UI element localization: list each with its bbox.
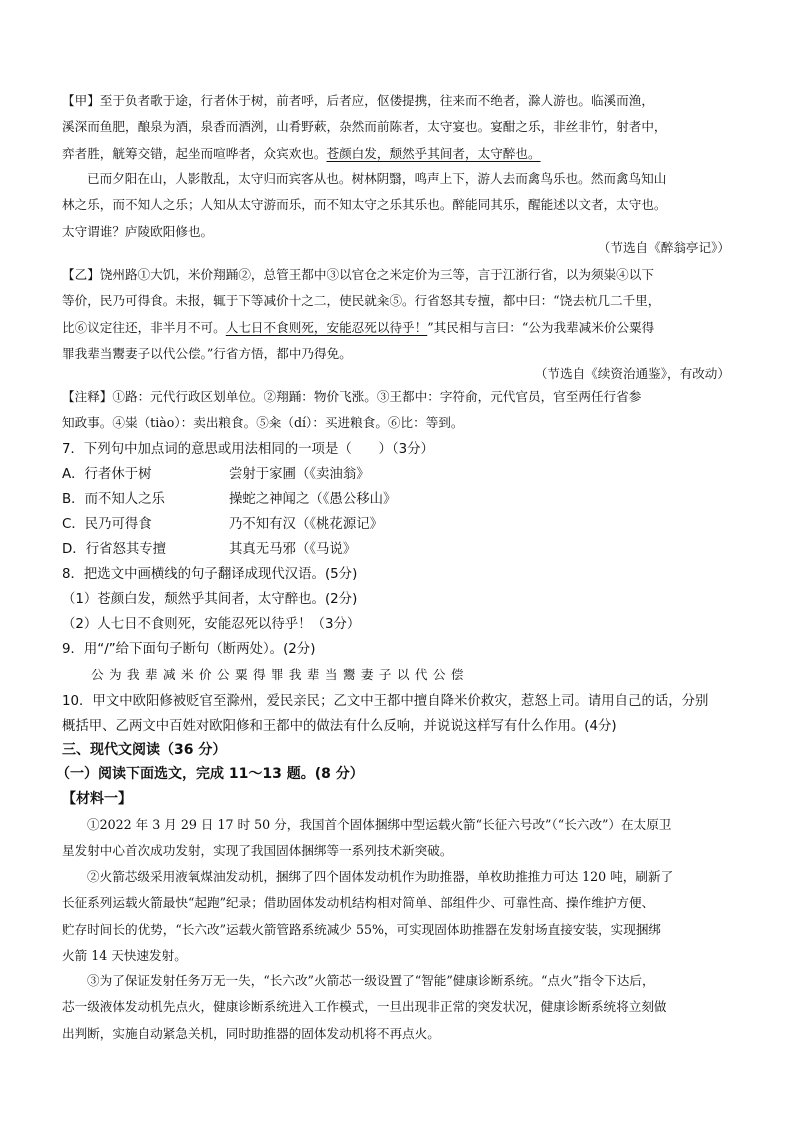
passage-yi [62, 262, 738, 367]
text-line: 【乙】饶州路①大饥，米价翔踊②，总管王都中③以官仓之米定价为三等，言于江浙行省，以为须粜④以下 [62, 267, 654, 282]
text-line: 溪深而鱼肥，酿泉为酒，泉香而酒洌，山肴野蔌，杂然而前陈者，太守宴也。宴酣之乐，非丝非竹，射者中， [62, 119, 667, 135]
underlined-sentence: 苍颜白发，颓然乎其间者，太守醉也。 [326, 145, 541, 161]
sentence-to-punctuate: 公为我辈减米价公粟得罪我辈当鬻妻子以代公偿 [91, 667, 469, 682]
text-line: 弈者胜，觥筹交错，起坐而喧哗者，众宾欢也。苍颜白发，颓然乎其间者，太守醉也。 [62, 145, 541, 161]
text-line: 【注释】①路：元代行政区划单位。②翔踊：物价飞涨。③王都中：字符俞，元代官员，官至两任行省参 [62, 389, 642, 404]
material-1-label: 【材料一】 [62, 791, 132, 807]
source-citation-jia: （节选自《醉翁亭记》） [597, 240, 730, 255]
section-3-subtitle: （一）阅读下面选文，完成 11～13 题。(8 分） [56, 766, 364, 782]
text-line: 10．甲文中欧阳修被贬官至滁州，爱民亲民；乙文中王都中擅自降米价救灾，惹怒上司。请用自己的话，分别 [62, 694, 709, 709]
question-7-stem: 7．下列句中加点词的意思或用法相同的一项是（ ）（3分） [62, 442, 434, 457]
material-1-p2 [62, 864, 738, 969]
material-1-p3 [62, 968, 738, 1047]
underlined-sentence: 人七日不食则死，安能忍死以待乎！ [225, 319, 428, 335]
section-3-title: 三、现代文阅读（36 分） [62, 742, 227, 758]
text-line: ②火箭芯级采用液氧煤油发动机，捆绑了四个固体发动机作为助推器，单枚助推推力可达 120 吨，刷新了 [87, 869, 674, 884]
text-line: 已而夕阳在山，人影散乱，太守归而宾客从也。树林阴翳，鸣声上下，游人去而禽鸟乐也。然而禽鸟知山 [87, 171, 667, 186]
question-8-sub2: （2）人七日不食则死，安能忍死以待乎！（3分） [62, 617, 361, 632]
question-10 [62, 689, 738, 739]
q7-option-c: C．民乃可得食 乃不知有汉（《桃花源记》 [62, 517, 383, 532]
text-line: 芯一级液体发动机先点火，健康诊断系统进入工作模式，一旦出现非正常的突发状况，健康诊断系统将立刻做 [62, 999, 667, 1015]
passage-jia-p2 [62, 166, 738, 245]
text-line: 【甲】至于负者歌于途，行者休于树，前者呼，后者应，伛偻提携，往来而不绝者，滁人游也。临溪而渔， [62, 93, 654, 108]
text-line: 罪我辈当鬻妻子以代公偿。”行省方悟，都中乃得免。 [62, 345, 352, 361]
text-line: 知政事。④粜（tiào）：卖出粮食。⑤籴（dí）：买进粮食。⑥比：等到。 [62, 415, 464, 431]
text-line: 火箭 14 天快速发射。 [62, 947, 187, 963]
text-line: ③为了保证发射任务万无一失，“长六改”火箭芯一级设置了“智能”健康诊断系统。“点火”指令下达后， [87, 973, 655, 988]
question-9-stem: 9．用“/”给下面句子断句（断两处）。(2分) [62, 642, 316, 657]
text-line: 等价，民乃可得食。未报，辄于下等减价十之二，使民就籴⑤。行省怒其专擅，都中曰：“饶去杭几二千里， [62, 293, 661, 309]
text-line: 比⑥议定往还，非半月不可。人七日不食则死，安能忍死以待乎！”其民相与言曰：“公为我辈减米价公粟得 [62, 319, 655, 335]
question-8-sub1: （1）苍颜白发，颓然乎其间者，太守醉也。(2分) [62, 592, 358, 607]
annotation-notes [62, 384, 738, 437]
text-line: 长征系列运载火箭最快“起跑”纪录；借助固体发动机结构相对简单、部组件少、可靠性高、操作维护方便、 [62, 895, 655, 911]
text-line: 星发射中心首次成功发射，实现了我国固体捆绑等一系列技术新突破。 [62, 843, 453, 859]
q7-option-d: D．行省怒其专擅 其真无马邪（《马说》 [62, 542, 357, 557]
q7-option-b: B．而不知人之乐 操蛇之神闻之（《愚公移山》 [62, 492, 397, 507]
text-line: 林之乐，而不知人之乐；人知从太守游而乐，而不知太守之乐其乐也。醉能同其乐，醒能述以文者，太守也。 [62, 197, 667, 213]
text-line: ①2022 年 3 月 29 日 17 时 50 分，我国首个固体捆绑中型运载火箭“长征六号改”（“长六改”）在太原卫 [87, 817, 672, 832]
text-line: 概括甲、乙两文中百姓对欧阳修和王都中的做法有什么反响，并说说这样写有什么作用。(4分) [62, 719, 617, 734]
text-line: 太守谓谁？庐陵欧阳修也。 [62, 223, 214, 239]
q7-option-a: A．行者休于树 尝射于家圃（《卖油翁》 [62, 467, 370, 482]
material-1-p1 [62, 812, 738, 865]
text-line: 出判断，实施自动紧急关机，同时助推器的固体发动机将不再点火。 [62, 1025, 440, 1041]
text-line: 贮存时间长的优势，“长六改”运载火箭管路系统减少 55%，可实现固体助推器在发射场直接安装，实现捆绑 [62, 921, 661, 937]
question-8-stem: 8．把选文中画横线的句子翻译成现代汉语。(5分) [62, 567, 358, 582]
source-citation-yi: （节选自《续资治通鉴》，有改动） [534, 366, 730, 381]
passage-jia-p1 [62, 88, 738, 167]
